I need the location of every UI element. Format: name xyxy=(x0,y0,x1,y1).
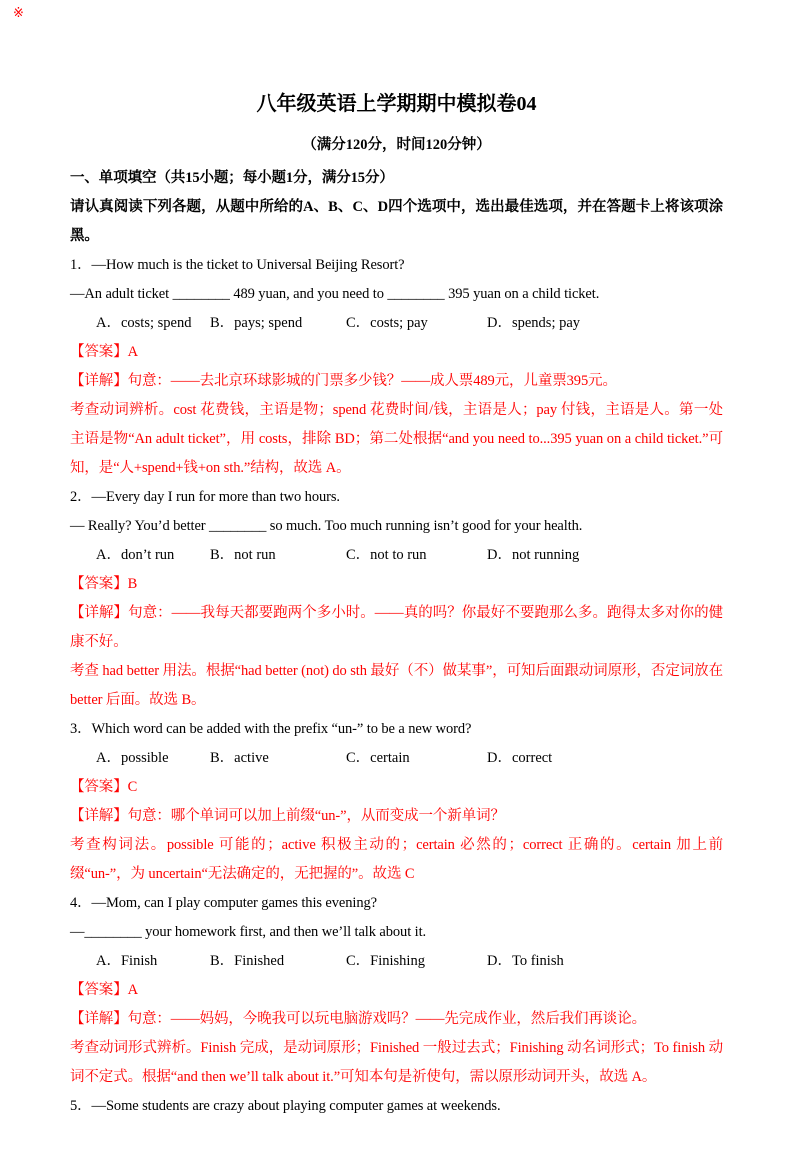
option-item: B．Finished xyxy=(210,953,285,969)
question-text: 4．—Mom, can I play computer games this evening? xyxy=(70,895,377,911)
answer-explanation-text: 【答案】C xyxy=(70,779,138,795)
options-row xyxy=(70,309,723,338)
document-subtitle: （满分120分，时间120分钟） xyxy=(302,137,491,153)
answer-explanation-text: 【答案】B xyxy=(70,576,138,592)
document-title: 八年级英语上学期期中模拟卷04 xyxy=(256,93,537,115)
answer-explanation-text: 【详解】句意：哪个单词可以加上前缀“un-”，从而变成一个新单词？ xyxy=(70,808,505,824)
document-body xyxy=(70,164,723,1121)
question-text: 3．Which word can be added with the prefix “un-” to be a new word? xyxy=(70,721,472,737)
answer-explanation-text: 考查动词形式辨析。Finish 完成，是动词原形；Finished 一般过去式；Finishing 动名词形式；To finish 动词不定式。根据“and then we’ll talk about it.”可知本句是祈使句，需以原形动词开头，故选 A。 xyxy=(70,1040,723,1085)
option-item: B．pays; spend xyxy=(210,315,303,331)
option-item: A．costs; spend xyxy=(96,315,192,331)
answer-explanation-text: 考查动词辨析。cost 花费钱，主语是物；spend 花费时间/钱，主语是人；pay 付钱，主语是人。第一处主语是物“An adult ticket”，用 costs，排除 BD；第二处根据“and you need to...395 yuan on a child ticket.”可知，是“人+spend+钱+on sth.”结构，故选 A。 xyxy=(70,402,723,476)
instruction-text: 请认真阅读下列各题，从题中所给的A、B、C、D四个选项中，选出最佳选项，并在答题卡上将该项涂黑。 xyxy=(70,199,723,244)
options-row xyxy=(70,947,723,976)
question-text: 2．—Every day I run for more than two hours. xyxy=(70,489,340,505)
question-text: 1．—How much is the ticket to Universal Beijing Resort? xyxy=(70,257,405,273)
option-item: C．Finishing xyxy=(346,953,425,969)
question-text: —An adult ticket ________ 489 yuan, and you need to ________ 395 yuan on a child ticket. xyxy=(70,286,600,302)
answer-explanation-text: 【详解】句意：——妈妈，今晚我可以玩电脑游戏吗？——先完成作业，然后我们再谈论。 xyxy=(70,1011,646,1027)
answer-explanation-text: 考查构词法。possible 可能的；active 积极主动的；certain 必然的；correct 正确的。certain 加上前缀“un-”，为 uncertain“无法确定的，无把握的”。故选 C xyxy=(70,837,723,882)
answer-explanation-text: 【详解】句意：——去北京环球影城的门票多少钱？——成人票489元，儿童票395元。 xyxy=(70,373,617,389)
answer-explanation-text: 【答案】A xyxy=(70,344,138,360)
option-item: D．spends; pay xyxy=(487,315,581,331)
question-text: —________ your homework first, and then we’ll talk about it. xyxy=(70,924,427,940)
option-item: C．certain xyxy=(346,750,410,766)
question-text: 5．—Some students are crazy about playing computer games at weekends. xyxy=(70,1098,501,1114)
section-heading: 一、单项填空（共15小题；每小题1分，满分15分） xyxy=(70,170,394,186)
option-item: C．not to run xyxy=(346,547,427,563)
option-item: D．not running xyxy=(487,547,580,563)
option-item: B．active xyxy=(210,750,269,766)
options-row xyxy=(70,541,723,570)
option-item: D．correct xyxy=(487,750,553,766)
option-item: B．not run xyxy=(210,547,276,563)
options-row xyxy=(70,744,723,773)
option-item: A．Finish xyxy=(96,953,158,969)
answer-explanation-text: 考查 had better 用法。根据“had better (not) do sth 最好（不）做某事”，可知后面跟动词原形，否定词放在 better 后面。故选 B。 xyxy=(70,663,723,708)
corner-mark-icon: ※ xyxy=(13,6,24,21)
option-item: A．possible xyxy=(96,750,169,766)
answer-explanation-text: 【详解】句意：——我每天都要跑两个多小时。——真的吗？你最好不要跑那么多。跑得太多对你的健康不好。 xyxy=(70,605,723,650)
option-item: D．To finish xyxy=(487,953,564,969)
answer-explanation-text: 【答案】A xyxy=(70,982,138,998)
question-text: — Really? You’d better ________ so much. Too much running isn’t good for your health. xyxy=(70,518,583,534)
option-item: A．don’t run xyxy=(96,547,175,563)
option-item: C．costs; pay xyxy=(346,315,428,331)
